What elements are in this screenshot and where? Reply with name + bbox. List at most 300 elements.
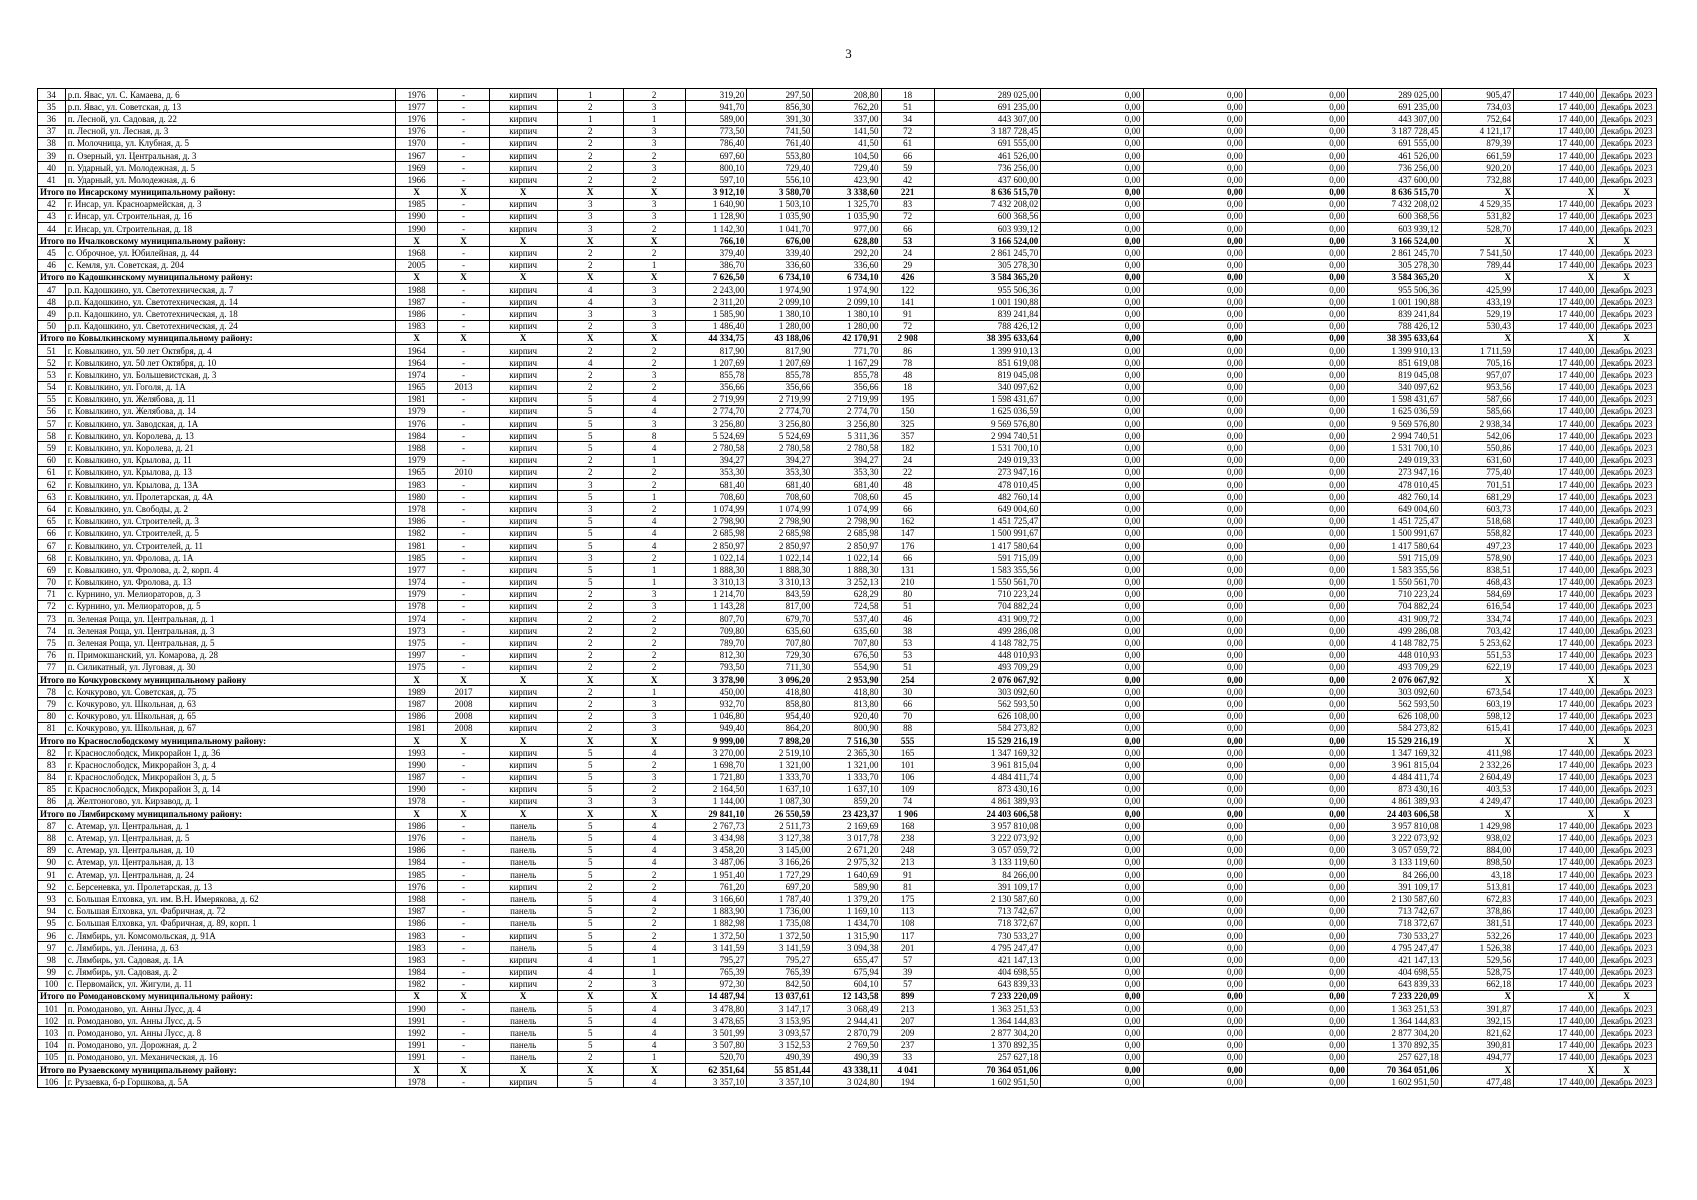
table-cell: 0,00: [1041, 905, 1143, 917]
table-cell: 404 698,55: [934, 966, 1041, 978]
table-cell: 17 440,00: [1514, 247, 1597, 259]
table-cell: Декабрь 2023: [1597, 89, 1657, 101]
page-number: 3: [845, 46, 852, 61]
table-cell: 38: [38, 137, 66, 149]
address-cell: п. Лесной, ул. Садовая, д. 22: [65, 113, 395, 125]
table-cell: -: [438, 881, 489, 893]
table-cell: 0,00: [1245, 466, 1347, 478]
table-cell: Декабрь 2023: [1597, 552, 1657, 564]
table-cell: 1 321,00: [747, 759, 813, 771]
table-cell: 386,70: [685, 259, 747, 271]
table-cell: 0,00: [1041, 418, 1143, 430]
table-row: [38, 893, 1657, 905]
table-cell: 2: [623, 869, 685, 881]
table-cell: 1 451 725,47: [934, 515, 1041, 527]
table-cell: 0,00: [1143, 759, 1245, 771]
table-cell: 182: [881, 442, 934, 454]
table-cell: X: [438, 1064, 489, 1076]
table-cell: 0,00: [1245, 686, 1347, 698]
table-cell: 74: [881, 795, 934, 807]
table-cell: кирпич: [489, 783, 557, 795]
table-row: [38, 795, 1657, 807]
table-cell: -: [438, 820, 489, 832]
address-cell: с. Курнино, ул. Мелиораторов, д. 3: [65, 588, 395, 600]
table-cell: панель: [489, 856, 557, 868]
table-cell: 3 357,10: [685, 1076, 747, 1088]
table-cell: 977,00: [813, 223, 881, 235]
table-cell: 741,50: [747, 125, 813, 137]
table-cell: X: [1514, 990, 1597, 1002]
table-cell: -: [438, 125, 489, 137]
table-row: [38, 978, 1657, 990]
table-cell: 953,56: [1441, 381, 1513, 393]
table-cell: 0,00: [1143, 588, 1245, 600]
table-cell: X: [489, 186, 557, 198]
table-cell: 1989: [395, 686, 438, 698]
table-cell: 2 780,58: [685, 442, 747, 454]
table-cell: 842,50: [747, 978, 813, 990]
table-cell: X: [1597, 235, 1657, 247]
table-cell: 91: [881, 308, 934, 320]
table-cell: 603,19: [1441, 698, 1513, 710]
table-cell: 494,77: [1441, 1051, 1513, 1063]
table-cell: 48: [881, 479, 934, 491]
table-cell: 421 147,13: [1348, 954, 1442, 966]
table-cell: 3 187 728,45: [1348, 125, 1442, 137]
table-cell: 0,00: [1143, 308, 1245, 320]
table-cell: 303 092,60: [934, 686, 1041, 698]
table-cell: 528,70: [1441, 223, 1513, 235]
table-cell: Декабрь 2023: [1597, 1003, 1657, 1015]
table-cell: Декабрь 2023: [1597, 869, 1657, 881]
table-cell: 1 035,90: [747, 210, 813, 222]
table-cell: 855,78: [813, 369, 881, 381]
table-cell: 5: [557, 430, 623, 442]
table-cell: 1 074,99: [685, 503, 747, 515]
table-cell: 1975: [395, 637, 438, 649]
table-cell: 0,00: [1245, 515, 1347, 527]
table-cell: Декабрь 2023: [1597, 1015, 1657, 1027]
table-cell: 34: [38, 89, 66, 101]
table-cell: 2: [557, 881, 623, 893]
table-cell: Декабрь 2023: [1597, 113, 1657, 125]
table-cell: 421 147,13: [934, 954, 1041, 966]
table-cell: 681,40: [685, 479, 747, 491]
table-cell: 643 839,33: [934, 978, 1041, 990]
table-cell: -: [438, 1051, 489, 1063]
table-cell: 305 278,30: [934, 259, 1041, 271]
table-cell: 0,00: [1041, 698, 1143, 710]
table-cell: 1983: [395, 929, 438, 941]
table-cell: 0,00: [1041, 734, 1143, 746]
table-cell: 249 019,33: [1348, 454, 1442, 466]
table-row: [38, 491, 1657, 503]
table-cell: 2 850,97: [813, 539, 881, 551]
table-cell: 0,00: [1245, 101, 1347, 113]
table-row: [38, 576, 1657, 588]
table-cell: 0,00: [1041, 210, 1143, 222]
table-cell: 67: [38, 539, 66, 551]
address-cell: г. Ковылкино, ул. Крылова, д. 13: [65, 466, 395, 478]
table-cell: 3 357,10: [747, 1076, 813, 1088]
table-cell: 104,50: [813, 149, 881, 161]
table-cell: 0,00: [1041, 89, 1143, 101]
table-cell: 0,00: [1041, 808, 1143, 820]
table-cell: 95: [38, 917, 66, 929]
table-cell: 2: [557, 661, 623, 673]
table-cell: X: [557, 1064, 623, 1076]
table-cell: 17 440,00: [1514, 344, 1597, 356]
table-cell: 1977: [395, 101, 438, 113]
address-cell: р.п. Кадошкино, ул. Светотехническая, д. 14: [65, 296, 395, 308]
table-cell: кирпич: [489, 393, 557, 405]
table-cell: 1 637,10: [747, 783, 813, 795]
table-row: [38, 344, 1657, 356]
table-cell: 213: [881, 856, 934, 868]
table-cell: 2 850,97: [685, 539, 747, 551]
table-cell: 531,82: [1441, 210, 1513, 222]
table-cell: X: [557, 186, 623, 198]
table-cell: 0,00: [1041, 795, 1143, 807]
table-cell: 55 851,44: [747, 1064, 813, 1076]
table-cell: 4: [623, 393, 685, 405]
table-cell: 3: [623, 795, 685, 807]
table-cell: X: [489, 235, 557, 247]
table-cell: 1 001 190,88: [934, 296, 1041, 308]
address-cell: с. Атемар, ул. Центральная, д. 10: [65, 844, 395, 856]
table-cell: 17 440,00: [1514, 89, 1597, 101]
address-cell: п. Озерный, ул. Центральная, д. 3: [65, 149, 395, 161]
table-cell: 0,00: [1143, 552, 1245, 564]
table-cell: кирпич: [489, 771, 557, 783]
table-cell: 0,00: [1143, 1003, 1245, 1015]
table-cell: 497,23: [1441, 539, 1513, 551]
table-cell: 448 010,93: [1348, 649, 1442, 661]
table-cell: X: [557, 990, 623, 1002]
table-cell: 587,66: [1441, 393, 1513, 405]
table-cell: 17 440,00: [1514, 917, 1597, 929]
table-cell: кирпич: [489, 747, 557, 759]
table-cell: 0,00: [1041, 442, 1143, 454]
table-cell: 1978: [395, 503, 438, 515]
table-cell: 0,00: [1143, 137, 1245, 149]
table-row: [38, 113, 1657, 125]
table-cell: 1 583 355,56: [934, 564, 1041, 576]
table-cell: 461 526,00: [1348, 149, 1442, 161]
table-cell: -: [438, 942, 489, 954]
table-cell: 17 440,00: [1514, 539, 1597, 551]
table-cell: 2 685,98: [685, 527, 747, 539]
table-cell: 1 951,40: [685, 869, 747, 881]
table-cell: 1 727,29: [747, 869, 813, 881]
table-cell: 88: [881, 722, 934, 734]
table-cell: 391,30: [747, 113, 813, 125]
table-cell: 0,00: [1041, 552, 1143, 564]
table-cell: 5: [557, 564, 623, 576]
table-cell: 0,00: [1041, 198, 1143, 210]
table-cell: 0,00: [1041, 686, 1143, 698]
table-cell: 1 550 561,70: [1348, 576, 1442, 588]
table-cell: 1 598 431,67: [934, 393, 1041, 405]
table-cell: 3 166 524,00: [1348, 235, 1442, 247]
table-cell: 1 882,98: [685, 917, 747, 929]
table-cell: 5: [557, 418, 623, 430]
table-row: [38, 966, 1657, 978]
table-cell: 1974: [395, 576, 438, 588]
table-cell: 856,30: [747, 101, 813, 113]
table-cell: 0,00: [1245, 320, 1347, 332]
table-cell: -: [438, 405, 489, 417]
table-cell: 1964: [395, 357, 438, 369]
table-cell: 0,00: [1041, 625, 1143, 637]
table-cell: 17 440,00: [1514, 942, 1597, 954]
table-cell: панель: [489, 905, 557, 917]
table-cell: 1 372,50: [747, 929, 813, 941]
table-cell: 3 093,57: [747, 1027, 813, 1039]
table-cell: -: [438, 600, 489, 612]
table-row: [38, 198, 1657, 210]
table-cell: 819 045,08: [1348, 369, 1442, 381]
table-cell: 66: [881, 223, 934, 235]
table-cell: Декабрь 2023: [1597, 381, 1657, 393]
table-cell: 17 440,00: [1514, 686, 1597, 698]
table-cell: 1976: [395, 125, 438, 137]
table-cell: 2005: [395, 259, 438, 271]
table-cell: 7 541,50: [1441, 247, 1513, 259]
table-cell: 5 311,36: [813, 430, 881, 442]
table-cell: 1 736,00: [747, 905, 813, 917]
table-cell: X: [438, 271, 489, 283]
table-cell: 2 169,69: [813, 820, 881, 832]
table-cell: 39: [38, 149, 66, 161]
table-cell: 70 364 051,06: [1348, 1064, 1442, 1076]
table-cell: 3: [623, 771, 685, 783]
table-cell: 1974: [395, 369, 438, 381]
table-cell: кирпич: [489, 125, 557, 137]
table-cell: 2 780,58: [813, 442, 881, 454]
table-cell: 3: [557, 552, 623, 564]
table-cell: 0,00: [1041, 405, 1143, 417]
table-cell: Декабрь 2023: [1597, 564, 1657, 576]
table-cell: 0,00: [1041, 1003, 1143, 1015]
table-cell: 0,00: [1245, 625, 1347, 637]
table-cell: 732,88: [1441, 174, 1513, 186]
table-cell: 42 170,91: [813, 332, 881, 344]
table-cell: 66: [881, 149, 934, 161]
table-cell: 676,50: [813, 649, 881, 661]
table-cell: 761,40: [747, 137, 813, 149]
table-cell: 899: [881, 990, 934, 1002]
table-cell: 2: [623, 759, 685, 771]
table-cell: 0,00: [1245, 284, 1347, 296]
table-cell: -: [438, 649, 489, 661]
table-cell: X: [438, 990, 489, 1002]
table-cell: -: [438, 162, 489, 174]
table-cell: 77: [38, 661, 66, 673]
table-cell: 24 403 606,58: [934, 808, 1041, 820]
table-cell: 72: [38, 600, 66, 612]
table-row: [38, 564, 1657, 576]
table-cell: Декабрь 2023: [1597, 893, 1657, 905]
address-cell: с. Лямбирь, ул. Ленина, д. 63: [65, 942, 395, 954]
table-cell: кирпич: [489, 503, 557, 515]
table-cell: 1983: [395, 479, 438, 491]
table-cell: 1983: [395, 320, 438, 332]
table-cell: 3: [623, 978, 685, 990]
table-cell: 0,00: [1245, 856, 1347, 868]
table-cell: 1988: [395, 893, 438, 905]
table-cell: 0,00: [1041, 771, 1143, 783]
table-cell: Декабрь 2023: [1597, 539, 1657, 551]
table-cell: 1: [557, 113, 623, 125]
table-cell: 708,60: [747, 491, 813, 503]
table-cell: 1 074,99: [747, 503, 813, 515]
table-cell: 1 214,70: [685, 588, 747, 600]
table-cell: 705,16: [1441, 357, 1513, 369]
table-cell: 1 640,69: [813, 869, 881, 881]
table-cell: 3 478,65: [685, 1015, 747, 1027]
table-cell: 0,00: [1041, 235, 1143, 247]
table-cell: 558,82: [1441, 527, 1513, 539]
table-cell: 468,43: [1441, 576, 1513, 588]
table-cell: 672,83: [1441, 893, 1513, 905]
table-cell: 2: [557, 649, 623, 661]
table-cell: 4: [623, 405, 685, 417]
table-cell: 117: [881, 929, 934, 941]
table-cell: Декабрь 2023: [1597, 625, 1657, 637]
table-cell: 2: [557, 625, 623, 637]
table-cell: 0,00: [1041, 503, 1143, 515]
table-cell: 4: [623, 856, 685, 868]
table-cell: 0,00: [1143, 1027, 1245, 1039]
table-cell: X: [489, 1064, 557, 1076]
table-cell: 530,43: [1441, 320, 1513, 332]
table-cell: -: [438, 296, 489, 308]
table-cell: 920,40: [813, 710, 881, 722]
table-cell: 5 253,62: [1441, 637, 1513, 649]
table-cell: 2 798,90: [685, 515, 747, 527]
table-cell: 0,00: [1143, 1076, 1245, 1088]
table-cell: 1 637,10: [813, 783, 881, 795]
table-cell: 0,00: [1143, 162, 1245, 174]
table-cell: 41,50: [813, 137, 881, 149]
subtotal-row: [38, 734, 1657, 746]
table-cell: Декабрь 2023: [1597, 174, 1657, 186]
table-cell: кирпич: [489, 637, 557, 649]
table-cell: 433,19: [1441, 296, 1513, 308]
table-cell: 5: [557, 1015, 623, 1027]
table-cell: 821,62: [1441, 1027, 1513, 1039]
table-cell: 3 957 810,08: [1348, 820, 1442, 832]
table-cell: X: [1597, 990, 1657, 1002]
subtotal-label: Итого по Ковылкинскому муниципальному району:: [38, 332, 396, 344]
table-cell: X: [1441, 1064, 1513, 1076]
table-cell: 0,00: [1143, 942, 1245, 954]
table-cell: 0,00: [1245, 905, 1347, 917]
table-cell: 0,00: [1041, 613, 1143, 625]
table-cell: 1990: [395, 223, 438, 235]
table-cell: 1974: [395, 613, 438, 625]
table-cell: 0,00: [1245, 759, 1347, 771]
table-cell: 390,81: [1441, 1039, 1513, 1051]
table-cell: 3 068,49: [813, 1003, 881, 1015]
table-cell: -: [438, 661, 489, 673]
table-cell: 0,00: [1143, 649, 1245, 661]
table-cell: кирпич: [489, 198, 557, 210]
table-cell: 0,00: [1143, 795, 1245, 807]
table-cell: 1 451 725,47: [1348, 515, 1442, 527]
table-cell: 631,60: [1441, 454, 1513, 466]
table-row: [38, 1039, 1657, 1051]
table-cell: 2: [623, 247, 685, 259]
table-cell: Декабрь 2023: [1597, 149, 1657, 161]
table-cell: 0,00: [1245, 747, 1347, 759]
table-cell: 17 440,00: [1514, 393, 1597, 405]
table-cell: 478 010,45: [1348, 479, 1442, 491]
subtotal-label: Итого по Ичалковскому муниципальному району:: [38, 235, 396, 247]
table-cell: 813,80: [813, 698, 881, 710]
table-cell: 2: [623, 661, 685, 673]
table-cell: 1 074,99: [813, 503, 881, 515]
table-cell: 0,00: [1143, 808, 1245, 820]
table-cell: 0,00: [1143, 271, 1245, 283]
table-cell: 597,10: [685, 174, 747, 186]
table-cell: 2 076 067,92: [934, 674, 1041, 686]
table-cell: 3 487,06: [685, 856, 747, 868]
address-cell: г. Инсар, ул. Красноармейская, д. 3: [65, 198, 395, 210]
table-cell: X: [438, 674, 489, 686]
table-row: [38, 515, 1657, 527]
table-cell: кирпич: [489, 661, 557, 673]
table-cell: 0,00: [1041, 454, 1143, 466]
table-cell: 5: [557, 393, 623, 405]
table-cell: Декабрь 2023: [1597, 442, 1657, 454]
table-cell: Декабрь 2023: [1597, 430, 1657, 442]
table-cell: 3 017,78: [813, 832, 881, 844]
table-cell: X: [438, 332, 489, 344]
table-cell: 1976: [395, 881, 438, 893]
table-cell: 2 719,99: [685, 393, 747, 405]
table-cell: 2 719,99: [747, 393, 813, 405]
table-cell: 0,00: [1245, 271, 1347, 283]
table-cell: 3: [623, 588, 685, 600]
table-cell: 1: [623, 954, 685, 966]
table-cell: Декабрь 2023: [1597, 259, 1657, 271]
table-cell: 4: [623, 942, 685, 954]
table-cell: 2 938,34: [1441, 418, 1513, 430]
table-cell: 0,00: [1041, 259, 1143, 271]
table-cell: -: [438, 393, 489, 405]
table-cell: 708,60: [813, 491, 881, 503]
table-cell: панель: [489, 917, 557, 929]
table-cell: 0,00: [1245, 588, 1347, 600]
table-cell: -: [438, 1039, 489, 1051]
table-cell: 431 909,72: [934, 613, 1041, 625]
table-cell: 3 133 119,60: [934, 856, 1041, 868]
table-cell: панель: [489, 1003, 557, 1015]
table-cell: 1 321,00: [813, 759, 881, 771]
table-cell: 788 426,12: [934, 320, 1041, 332]
table-cell: Декабрь 2023: [1597, 491, 1657, 503]
table-cell: 5: [557, 1003, 623, 1015]
table-cell: 0,00: [1245, 1003, 1347, 1015]
table-cell: 353,30: [747, 466, 813, 478]
table-cell: кирпич: [489, 381, 557, 393]
table-cell: 752,64: [1441, 113, 1513, 125]
table-cell: 4: [623, 820, 685, 832]
table-cell: 1984: [395, 430, 438, 442]
table-cell: кирпич: [489, 491, 557, 503]
